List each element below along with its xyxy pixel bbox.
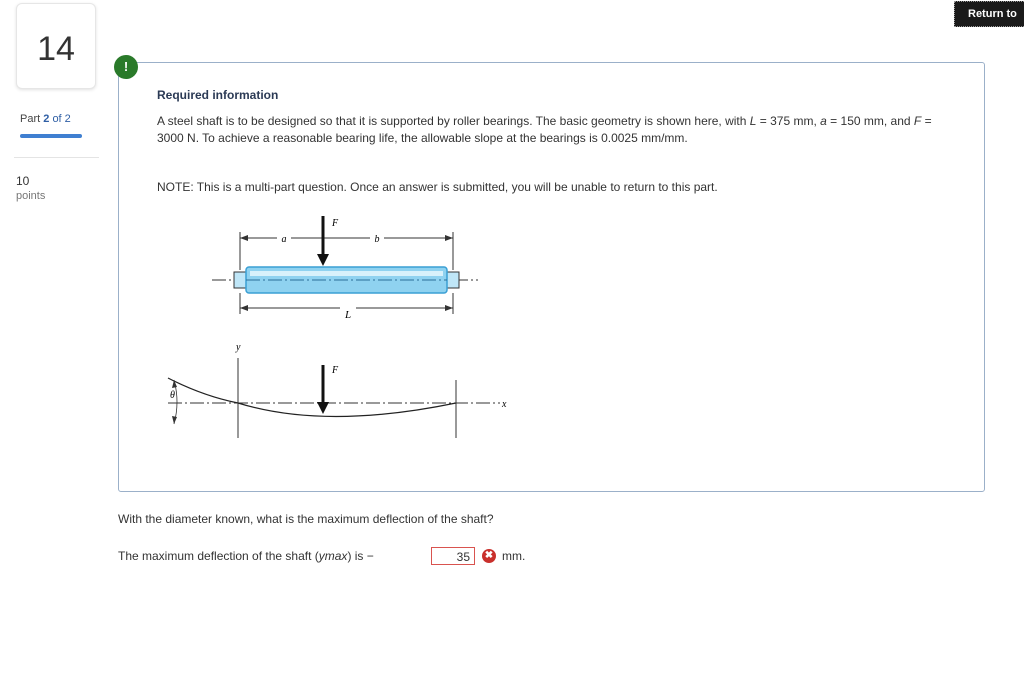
label-x: x bbox=[502, 399, 507, 410]
points-label: points bbox=[16, 190, 46, 202]
force-arrow-top-head bbox=[317, 254, 329, 266]
shaft-highlight bbox=[250, 271, 443, 276]
arrowhead-right bbox=[445, 235, 453, 241]
label-F-top: F bbox=[332, 218, 339, 229]
left-divider bbox=[14, 157, 99, 158]
bearing-right bbox=[447, 272, 459, 288]
question-prompt: With the diameter known, what is the maximum deflection of the shaft? bbox=[118, 512, 494, 526]
label-a: a bbox=[281, 234, 287, 245]
note-text: NOTE: This is a multi-part question. Once an answer is submitted, you will be unable to return to this part. bbox=[157, 180, 718, 194]
problem-statement bbox=[157, 113, 957, 147]
arrowhead-left bbox=[240, 235, 248, 241]
arrowhead-L-right bbox=[445, 305, 453, 311]
label-b: b bbox=[374, 234, 380, 245]
problem-text-2: = 375 mm, bbox=[756, 114, 821, 128]
question-number: 14 bbox=[37, 30, 75, 68]
var-L: L bbox=[749, 114, 757, 128]
answer-input[interactable]: 35 bbox=[431, 547, 475, 565]
problem-text-4: = 3000 N. To achieve a reasonable bearing life, the allowable slope at the bearings is 0.0025 mm/mm. bbox=[157, 114, 932, 145]
alert-icon: ! bbox=[114, 55, 138, 79]
answer-unit: mm. bbox=[502, 549, 526, 563]
deflection-curve bbox=[168, 378, 456, 417]
part-current: 2 bbox=[43, 113, 50, 125]
return-button[interactable]: Return to bbox=[954, 1, 1024, 27]
points-value: 10 bbox=[16, 174, 30, 188]
problem-text-3: = 150 mm, and bbox=[826, 114, 914, 128]
answer-label-prefix: The maximum deflection of the shaft ( bbox=[118, 549, 319, 563]
answer-label-suffix: ) is − bbox=[347, 549, 374, 563]
part-prefix: Part bbox=[20, 113, 41, 125]
shaft-figure bbox=[160, 210, 520, 450]
label-theta: θ bbox=[170, 390, 175, 401]
question-number-card bbox=[16, 3, 96, 89]
incorrect-icon: ✖ bbox=[482, 549, 496, 563]
label-y: y bbox=[236, 342, 241, 353]
part-progress-bar bbox=[20, 134, 82, 138]
part-total: of 2 bbox=[52, 113, 71, 125]
problem-text-1: A steel shaft is to be designed so that it is supported by roller bearings. The basic geometry is shown here, with bbox=[157, 114, 750, 128]
slope-angle-arrow-bottom bbox=[172, 416, 177, 424]
var-a: a bbox=[820, 114, 827, 128]
bearing-left bbox=[234, 272, 246, 288]
label-L: L bbox=[344, 309, 352, 321]
required-information-title: Required information bbox=[157, 88, 279, 102]
var-F: F bbox=[913, 114, 922, 128]
force-arrow-bottom-head bbox=[317, 402, 329, 414]
answer-label bbox=[118, 549, 374, 563]
slope-angle-arrow-top bbox=[172, 380, 177, 388]
answer-variable: ymax bbox=[318, 549, 348, 563]
label-F-bottom: F bbox=[332, 365, 339, 376]
arrowhead-L-left bbox=[240, 305, 248, 311]
part-indicator bbox=[20, 113, 71, 125]
